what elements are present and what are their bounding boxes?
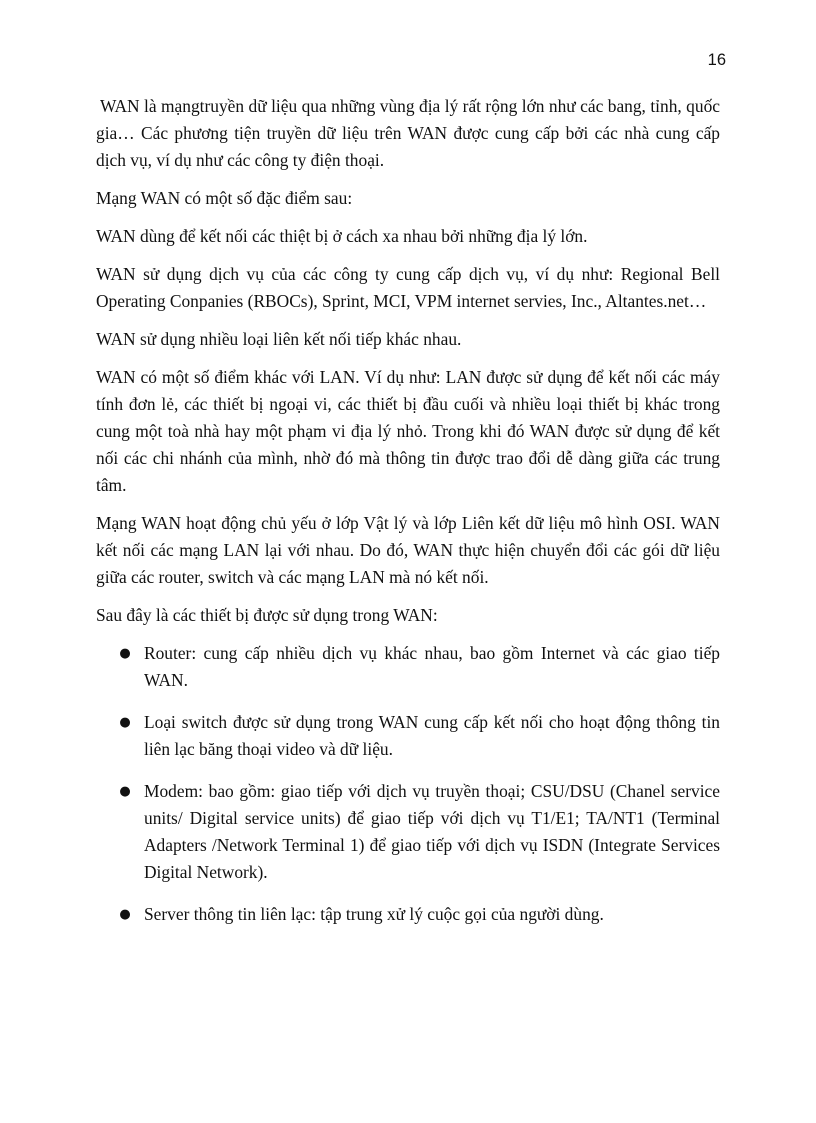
- paragraph-wan-features-intro: Mạng WAN có một số đặc điểm sau:: [96, 188, 353, 208]
- paragraph-wan-osi-layers: Mạng WAN hoạt động chủ yếu ở lớp Vật lý và lớp Liên kết dữ liệu mô hình OSI. WAN kết nối các mạng LAN lại với nhau. Do đó, WAN thực hiện chuyển đổi các gói dữ liệu giữa các router, switch và các mạng LAN mà nó kết nối.: [96, 513, 720, 587]
- bullet-icon: ●: [119, 646, 131, 661]
- list-item-text: Loại switch được sử dụng trong WAN cung cấp kết nối cho hoạt động thông tin liên lạc băng thoại video và dữ liệu.: [144, 712, 720, 759]
- list-item-text: Server thông tin liên lạc: tập trung xử lý cuộc gọi của người dùng.: [144, 904, 604, 924]
- list-item-switch: [96, 709, 720, 763]
- list-item-text: Modem: bao gồm: giao tiếp với dịch vụ truyền thoại; CSU/DSU (Chanel service units/ Digital service units) để giao tiếp với dịch vụ T1/E1; TA/NT1 (Terminal Adapters /Network Terminal 1) để giao tiếp với dịch vụ ISDN (Integrate Services Digital Network).: [144, 781, 720, 882]
- wan-devices-list: [96, 640, 720, 928]
- bullet-icon: ●: [119, 907, 131, 922]
- list-item-router: [96, 640, 720, 694]
- paragraph-wan-vs-lan: WAN có một số điểm khác với LAN. Ví dụ như: LAN được sử dụng để kết nối các máy tính đơn lẻ, các thiết bị ngoại vi, các thiết bị đầu cuối và nhiều loại thiết bị khác trong cung một toà nhà hay một phạm vi địa lý nhỏ. Trong khi đó WAN được sử dụng để kết nối các chi nhánh của mình, nhờ đó mà thông tin được trao đổi dễ dàng giữa các trung tâm.: [96, 367, 720, 495]
- page-number: 16: [707, 51, 726, 69]
- list-item-text: Router: cung cấp nhiều dịch vụ khác nhau, bao gồm Internet và các giao tiếp WAN.: [144, 643, 720, 690]
- paragraph-wan-devices-intro: Sau đây là các thiết bị được sử dụng trong WAN:: [96, 605, 438, 625]
- paragraph-wan-serial-links: WAN sử dụng nhiều loại liên kết nối tiếp khác nhau.: [96, 329, 462, 349]
- bullet-icon: ●: [119, 784, 131, 799]
- paragraph-wan-definition: WAN là mạngtruyền dữ liệu qua những vùng địa lý rất rộng lớn như các bang, tỉnh, quốc gia… Các phương tiện truyền dữ liệu trên WAN được cung cấp bởi các nhà cung cấp dịch vụ, ví dụ như các công ty điện thoại.: [96, 96, 720, 170]
- paragraph-wan-distance: WAN dùng để kết nối các thiệt bị ở cách xa nhau bởi những địa lý lớn.: [96, 226, 588, 246]
- bullet-icon: ●: [119, 715, 131, 730]
- page-content: [96, 93, 720, 943]
- list-item-communication-server: [96, 901, 720, 928]
- list-item-modem: [96, 778, 720, 886]
- paragraph-wan-providers: WAN sử dụng dịch vụ của các công ty cung cấp dịch vụ, ví dụ như: Regional Bell Operating Conpanies (RBOCs), Sprint, MCI, VPM internet servies, Inc., Altantes.net…: [96, 264, 720, 311]
